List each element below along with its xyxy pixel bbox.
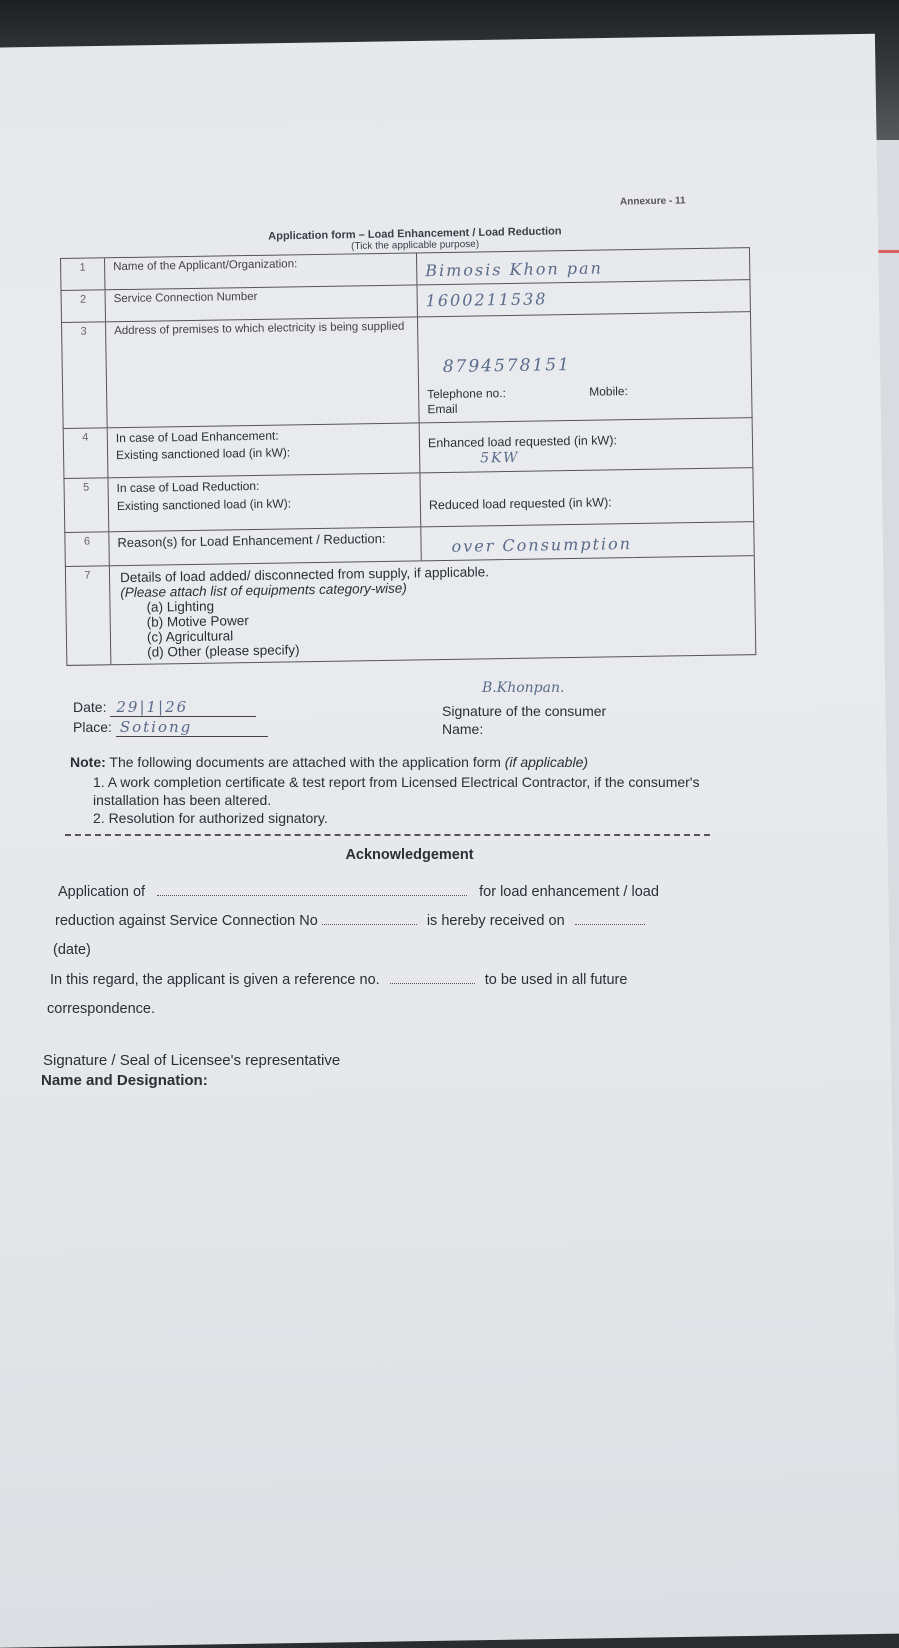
details-label: Details of load added/ disconnected from supply, if applicable. <box>119 564 490 586</box>
note-block <box>70 754 760 770</box>
date-field <box>73 698 256 717</box>
mobile-label: Mobile: <box>589 384 628 399</box>
row-value <box>421 522 753 560</box>
handwritten-place: Sotiong <box>116 718 268 737</box>
ack-text: to be used in all future <box>484 972 628 988</box>
acknowledgement-title: Acknowledgement <box>345 847 474 863</box>
table-row <box>65 555 756 666</box>
ack-line <box>55 913 755 929</box>
list-item: 2. Resolution for authorized signatory. <box>93 810 328 826</box>
form-subtitle: (Tick the applicable purpose) <box>351 238 480 253</box>
row-label-line: In case of Load Reduction: <box>116 478 260 496</box>
note-text: The following documents are attached with the application form <box>109 754 501 770</box>
ack-text: for load enhancement / load <box>479 884 659 900</box>
ack-text: is hereby received on <box>426 913 565 929</box>
table-row <box>61 311 753 428</box>
blank-applicant <box>157 895 467 896</box>
blank-date <box>575 924 645 925</box>
ack-line <box>50 972 760 988</box>
row-details <box>110 556 755 664</box>
email-label: Email <box>427 401 458 417</box>
application-table <box>60 247 758 666</box>
handwritten-name: Bimosis Khon pan <box>425 258 604 281</box>
handwritten-connection-number: 1600211538 <box>425 289 548 311</box>
details-note: (Please attach list of equipments category-wise) <box>120 580 407 601</box>
note-italic: (if applicable) <box>504 754 589 770</box>
list-item: (d) Other (please specify) <box>147 642 300 660</box>
row-value <box>420 468 753 526</box>
reduced-load-label: Reduced load requested (in kW): <box>428 495 612 513</box>
place-field <box>73 718 268 737</box>
row-label: Service Connection Number <box>106 285 418 321</box>
row-label-line: Existing sanctioned load (in kW): <box>116 496 292 514</box>
row-number: 2 <box>62 290 106 322</box>
list-item: (c) Agricultural <box>146 628 234 645</box>
row-number: 7 <box>66 566 112 665</box>
row-label-line: Existing sanctioned load (in kW): <box>115 445 291 463</box>
load-category-list <box>120 590 745 660</box>
list-item: 1. A work completion certificate & test report from Licensed Electrical Contractor, if the consumer's installation has been altered. <box>93 774 700 808</box>
consumer-signature-handwritten: B.Khonpan. <box>482 680 565 696</box>
consumer-signature-label: Signature of the consumer <box>442 703 607 719</box>
handwritten-reason: over Consumption <box>451 534 633 556</box>
name-designation-label: Name and Designation: <box>41 1072 208 1089</box>
handwritten-enhanced-load: 5KW <box>480 449 520 467</box>
separator-line <box>65 834 710 836</box>
handwritten-date: 29|1|26 <box>110 698 256 717</box>
consumer-name-label: Name: <box>442 721 484 737</box>
row-label: Address of premises to which electricity is being supplied <box>106 317 420 427</box>
document-list <box>93 773 753 827</box>
handwritten-phone: 8794578151 <box>442 354 572 378</box>
row-label-line: In case of Load Enhancement: <box>115 428 279 446</box>
row-label: Reason(s) for Load Enhancement / Reduction: <box>109 527 421 565</box>
list-item: (a) Lighting <box>146 598 215 615</box>
ack-line <box>58 884 748 900</box>
date-label: Date: <box>73 699 107 715</box>
ack-text: In this regard, the applicant is given a reference no. <box>50 972 380 988</box>
enhanced-load-label: Enhanced load requested (in kW): <box>427 433 618 451</box>
row-value <box>420 418 753 472</box>
note-label: Note: <box>70 754 106 770</box>
blank-reference-no <box>390 983 475 984</box>
blank-connection-no <box>322 924 417 925</box>
row-number: 4 <box>64 428 109 478</box>
licensee-signature-label: Signature / Seal of Licensee's representative <box>43 1052 341 1069</box>
row-label <box>108 423 421 477</box>
place-label: Place: <box>73 719 112 735</box>
form-title-text: Application form – Load Enhancement / Load Reduction <box>268 225 562 243</box>
row-value <box>417 280 749 316</box>
ack-text: reduction against Service Connection No <box>55 913 318 929</box>
row-number: 6 <box>65 532 110 566</box>
contact-cell <box>418 312 752 422</box>
row-number: 5 <box>64 478 109 532</box>
row-number: 1 <box>61 258 105 290</box>
telephone-label: Telephone no.: <box>427 386 507 402</box>
list-item: (b) Motive Power <box>146 613 249 630</box>
row-number: 3 <box>62 322 108 428</box>
ack-date-label: (date) <box>53 942 91 958</box>
annexure-label: Annexure - 11 <box>619 195 686 208</box>
ack-correspondence: correspondence. <box>47 1001 156 1017</box>
row-label: Name of the Applicant/Organization: <box>105 253 417 289</box>
row-label <box>108 473 421 531</box>
ack-text: Application of <box>58 884 146 900</box>
